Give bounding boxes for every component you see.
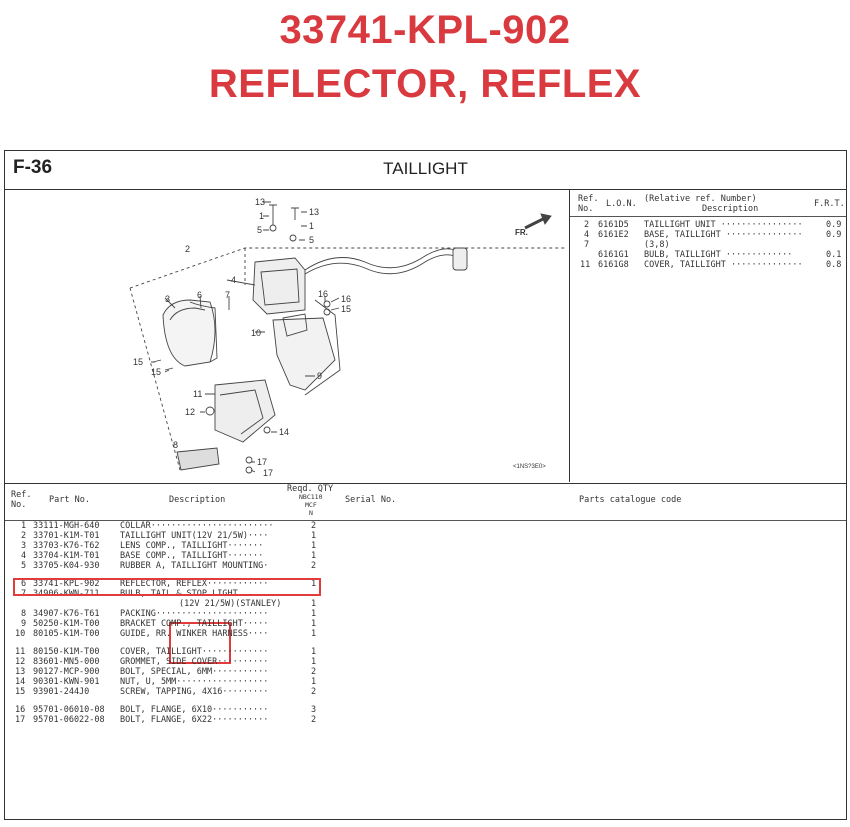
callout-label: 1 [309, 221, 315, 231]
variant-header: MCF [305, 501, 317, 509]
callout-label: 4 [231, 275, 237, 285]
part-description: SCREW, TAPPING, 4X16········· [120, 687, 269, 697]
part-qty: 1 [311, 579, 317, 589]
part-qty: 2 [311, 667, 317, 677]
part-number: 33741-KPL-902 [33, 579, 100, 589]
part-qty: 1 [311, 647, 317, 657]
part-description: BOLT, FLANGE, 6X10··········· [120, 705, 269, 715]
part-qty: 2 [311, 521, 317, 531]
part-number: 93901-244J0 [33, 687, 90, 697]
part-number: 80105-K1M-T00 [33, 629, 100, 639]
part-no-header: Part No. [49, 495, 90, 505]
part-description: BOLT, FLANGE, 6X22··········· [120, 715, 269, 725]
part-ref: 2 [21, 531, 27, 541]
part-number: 33701-K1M-T01 [33, 531, 100, 541]
part-ref: 13 [15, 667, 26, 677]
ref-header-2: No. [11, 500, 27, 510]
part-description: BRACKET COMP., TAILLIGHT····· [120, 619, 269, 629]
lon-frt-header: F.R.T. [814, 199, 845, 209]
part-description: COLLAR························ [120, 521, 274, 531]
lon-row [570, 260, 846, 271]
part-ref: 11 [15, 647, 26, 657]
callout-label: 15 [341, 304, 352, 314]
callout-label: 2 [185, 244, 191, 254]
part-number: 80150-K1M-T00 [33, 647, 100, 657]
lon-code-header: L.O.N. [606, 199, 637, 209]
part-ref: 12 [15, 657, 26, 667]
lon-code: 6161G8 [598, 260, 629, 270]
lon-desc-header: (Relative ref. Number) [644, 194, 757, 204]
part-number: 90301-KWN-901 [33, 677, 100, 687]
part-qty: 1 [311, 629, 317, 639]
figure-title: TAILLIGHT [383, 159, 468, 178]
part-qty: 3 [311, 705, 317, 715]
lon-ref: 7 [584, 240, 590, 250]
callout-label: 5 [257, 225, 263, 235]
callout-label: 13 [309, 207, 320, 217]
callout-label: 3 [165, 294, 171, 304]
labor-operation-table [570, 190, 846, 482]
part-number: 34906-KWN-711 [33, 589, 100, 599]
part-ref: 6 [21, 579, 27, 589]
part-number: 83601-MN5-000 [33, 657, 100, 667]
part-description: GUIDE, RR. WINKER HARNESS···· [120, 629, 269, 639]
part-ref: 16 [15, 705, 26, 715]
fr-label: FR. [515, 228, 528, 237]
part-qty: 1 [311, 551, 317, 561]
callout-label: 14 [279, 427, 290, 437]
part-qty: 1 [311, 609, 317, 619]
part-qty: 2 [311, 561, 317, 571]
callout-label: 5 [309, 235, 315, 245]
lon-frt: 0.9 [826, 230, 842, 240]
part-description: BULB, TAIL & STOP LIGHT [120, 589, 238, 599]
lon-ref: 2 [584, 220, 590, 230]
callout-label: 15 [133, 357, 144, 367]
part-description: BOLT, SPECIAL, 6MM··········· [120, 667, 269, 677]
part-number: 95701-06022-08 [33, 715, 105, 725]
callout-label: 8 [173, 440, 179, 450]
lon-frt: 0.1 [826, 250, 842, 260]
lon-code: 6161G1 [598, 250, 629, 260]
callout-label: 1 [259, 211, 265, 221]
part-number-heading: 33741-KPL-902 [279, 8, 571, 52]
part-description: PACKING······················ [120, 609, 269, 619]
part-qty: 1 [311, 531, 317, 541]
part-number: 33111-MGH-640 [33, 521, 100, 531]
lon-ref-header: Ref. [578, 194, 599, 204]
part-description: BASE COMP., TAILLIGHT······· [120, 551, 264, 561]
figure-id: F-36 [13, 157, 53, 178]
part-ref: 7 [21, 589, 27, 599]
part-qty: 1 [311, 541, 317, 551]
lon-code: 6161D5 [598, 220, 629, 230]
lon-ref: 4 [584, 230, 590, 240]
part-description: (12V 21/5W)(STANLEY) [179, 599, 282, 609]
callout-label: 16 [318, 289, 329, 299]
lon-ref: 11 [580, 260, 591, 270]
model-header: NBC110 [299, 493, 323, 501]
part-description: TAILLIGHT UNIT(12V 21/5W)···· [120, 531, 269, 541]
lon-ref-header-2: No. [578, 204, 594, 214]
selected-part-highlight [13, 578, 321, 596]
part-number: 33703-K76-T62 [33, 541, 100, 551]
callout-label: 10 [251, 328, 262, 338]
lon-desc-header-2: Description [702, 204, 759, 214]
callout-label: 15 [151, 367, 162, 377]
drawing-code: <1NS?3E0> [513, 464, 546, 470]
part-qty: 2 [311, 687, 317, 697]
part-ref: 17 [15, 715, 26, 725]
lon-desc: TAILLIGHT UNIT ················ [644, 220, 803, 230]
callout-label: 9 [317, 371, 323, 381]
part-number: 33704-K1M-T01 [33, 551, 100, 561]
serial-header: Serial No. [345, 495, 397, 505]
callout-label: 7 [225, 290, 231, 300]
callout-label: 12 [185, 407, 196, 417]
part-qty: 1 [311, 677, 317, 687]
part-number: 33705-K04-930 [33, 561, 100, 571]
taillight-diagram [5, 190, 569, 482]
callout-label: 11 [193, 389, 203, 399]
lon-frt: 0.9 [826, 220, 842, 230]
part-ref: 9 [21, 619, 27, 629]
parts-table-row [5, 561, 846, 572]
exploded-parts-drawing [5, 190, 570, 482]
lon-desc: COVER, TAILLIGHT ·············· [644, 260, 803, 270]
part-description: GROMMET, SIDE COVER·········· [120, 657, 269, 667]
part-ref: 4 [21, 551, 27, 561]
lon-desc: BULB, TAILLIGHT ············· [644, 250, 793, 260]
lon-table-header [570, 194, 846, 217]
part-ref: 10 [15, 629, 26, 639]
lon-code: 6161E2 [598, 230, 629, 240]
part-description: RUBBER A, TAILLIGHT MOUNTING· [120, 561, 269, 571]
type-header: N [309, 509, 313, 517]
part-name-heading: REFLECTOR, REFLEX [208, 62, 642, 106]
part-ref: 14 [15, 677, 26, 687]
part-number: 90127-MCP-900 [33, 667, 100, 677]
part-description: LENS COMP., TAILLIGHT······· [120, 541, 264, 551]
part-qty: 1 [311, 619, 317, 629]
callout-label: 17 [263, 468, 274, 478]
part-ref: 15 [15, 687, 26, 697]
callout-label: 17 [257, 457, 268, 467]
catalogue-header: Parts catalogue code [579, 495, 682, 505]
part-ref: 8 [21, 609, 27, 619]
lon-desc: (3,8) [644, 240, 670, 250]
part-description: REFLECTOR, REFLEX············ [120, 579, 269, 589]
part-number: 95701-06010-08 [33, 705, 105, 715]
parts-table-row [5, 715, 846, 726]
part-qty: 1 [311, 599, 317, 609]
part-description: NUT, U, 5MM·················· [120, 677, 269, 687]
part-qty: 2 [311, 715, 317, 725]
parts-table-row [5, 687, 846, 698]
parts-table-header [5, 483, 846, 521]
part-ref: 3 [21, 541, 27, 551]
lon-desc: BASE, TAILLIGHT ··············· [644, 230, 803, 240]
part-number: 50250-K1M-T00 [33, 619, 100, 629]
qty-header: Reqd. QTY [287, 484, 334, 494]
callout-label: 6 [197, 290, 203, 300]
part-number: 34907-K76-T61 [33, 609, 100, 619]
parts-catalogue-sheet [4, 150, 847, 820]
callout-label: 16 [341, 294, 352, 304]
description-header: Description [169, 495, 226, 505]
part-ref: 5 [21, 561, 27, 571]
part-ref: 1 [21, 521, 27, 531]
figure-title-bar [5, 151, 846, 190]
ref-header: Ref. [11, 490, 32, 500]
lon-frt: 0.8 [826, 260, 842, 270]
part-qty: 1 [311, 657, 317, 667]
parts-table-row [5, 629, 846, 640]
callout-label: 13 [255, 197, 266, 207]
part-description: COVER, TAILLIGHT············· [120, 647, 269, 657]
